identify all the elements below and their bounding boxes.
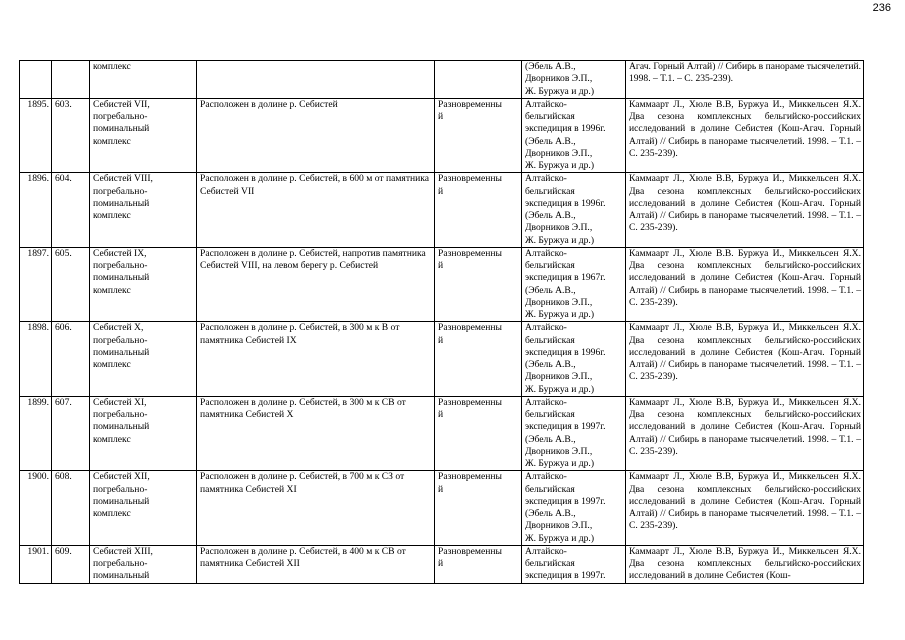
cell-researcher: Алтайско- бельгийская экспедиция в 1996г. (Эбель А.В., Дворников Э.П., Ж. Буржуа и др.) [522,98,626,173]
cell-period: Разновременны й [435,247,522,322]
cell-name: Себистей IX, погребально- поминальный комплекс [90,247,197,322]
cell-literature: Каммаарт Л., Хюле В.В, Буржуа И., Миккельсен Я.Х. Два сезона комплексных бельгийско-российских исследований в долине Себистея (Кош-Агач. Горный Алтай) // Сибирь в панораме тысячелетий. 1998. – Т.1. – С. 235-239). [626,98,864,173]
cell-name: Себистей X, погребально- поминальный комплекс [90,322,197,397]
cell-period [435,61,522,99]
cell-code: 608. [52,471,90,546]
table-row [20,322,864,397]
cell-literature: Каммаарт Л., Хюле В.В, Буржуа И., Миккельсен Я.Х. Два сезона комплексных бельгийско-российских исследований в долине Себистея (Кош-Агач. Горный Алтай) // Сибирь в панораме тысячелетий. 1998. – Т.1. – С. 235-239). [626,173,864,248]
cell-number: 1898. [20,322,52,397]
cell-literature: Каммаарт Л., Хюле В.В, Буржуа И., Миккельсен Я.Х. Два сезона комплексных бельгийско-российских исследований в долине Себистея (Кош-Агач. Горный Алтай) // Сибирь в панораме тысячелетий. 1998. – Т.1. – С. 235-239). [626,322,864,397]
cell-code: 609. [52,545,90,583]
cell-name: Себистей XIII, погребально- поминальный [90,545,197,583]
cell-number: 1899. [20,396,52,471]
table-row [20,545,864,583]
cell-number: 1897. [20,247,52,322]
cell-period: Разновременны й [435,173,522,248]
cell-period: Разновременны й [435,471,522,546]
table-row [20,247,864,322]
cell-code: 607. [52,396,90,471]
table-row [20,471,864,546]
cell-period: Разновременны й [435,396,522,471]
page-number: 236 [872,2,891,14]
table-row [20,61,864,99]
cell-literature: Каммаарт Л., Хюле В.В, Буржуа И., Миккельсен Я.Х. Два сезона комплексных бельгийско-российских исследований в долине Себистея (Кош-Агач. Горный Алтай) // Сибирь в панораме тысячелетий. 1998. – Т.1. – С. 235-239). [626,396,864,471]
cell-location: Расположен в долине р. Себистей, в 700 м к СЗ от памятника Себистей XI [197,471,435,546]
cell-researcher: Алтайско- бельгийская экспедиция в 1996г. (Эбель А.В., Дворников Э.П., Ж. Буржуа и др.) [522,173,626,248]
cell-period: Разновременны й [435,98,522,173]
cell-location [197,61,435,99]
cell-code: 605. [52,247,90,322]
cell-researcher: Алтайско- бельгийская экспедиция в 1997г. [522,545,626,583]
cell-researcher: Алтайско- бельгийская экспедиция в 1997г. (Эбель А.В., Дворников Э.П., Ж. Буржуа и др.) [522,396,626,471]
table-row [20,98,864,173]
cell-location: Расположен в долине р. Себистей, напротив памятника Себистей VIII, на левом берегу р. Себистей [197,247,435,322]
cell-researcher: (Эбель А.В., Дворников Э.П., Ж. Буржуа и др.) [522,61,626,99]
cell-location: Расположен в долине р. Себистей, в 300 м к СВ от памятника Себистей X [197,396,435,471]
cell-code: 606. [52,322,90,397]
cell-researcher: Алтайско- бельгийская экспедиция в 1967г. (Эбель А.В., Дворников Э.П., Ж. Буржуа и др.) [522,247,626,322]
cell-period: Разновременны й [435,545,522,583]
cell-researcher: Алтайско- бельгийская экспедиция в 1997г. (Эбель А.В., Дворников Э.П., Ж. Буржуа и др.) [522,471,626,546]
table-row [20,396,864,471]
monument-registry-table [19,60,864,584]
cell-name: Себистей XII, погребально- поминальный комплекс [90,471,197,546]
cell-location: Расположен в долине р. Себистей, в 300 м к В от памятника Себистей IX [197,322,435,397]
cell-name: Себистей VII, погребально- поминальный комплекс [90,98,197,173]
cell-literature: Каммаарт Л., Хюле В.В, Буржуа И., Миккельсен Я.Х. Два сезона комплексных бельгийско-российских исследований в долине Себистея (Кош-Агач. Горный Алтай) // Сибирь в панораме тысячелетий. 1998. – Т.1. – С. 235-239). [626,471,864,546]
cell-location: Расположен в долине р. Себистей, в 600 м от памятника Себистей VII [197,173,435,248]
table-row [20,173,864,248]
cell-location: Расположен в долине р. Себистей [197,98,435,173]
cell-literature: Агач. Горный Алтай) // Сибирь в панораме тысячелетий. 1998. – Т.1. – С. 235-239). [626,61,864,99]
cell-number [20,61,52,99]
cell-name: комплекс [90,61,197,99]
cell-number: 1900. [20,471,52,546]
cell-name: Себистей XI, погребально- поминальный комплекс [90,396,197,471]
cell-literature: Каммаарт Л., Хюле В.В, Буржуа И., Миккельсен Я.Х. Два сезона комплексных бельгийско-российских исследований в долине Себистея (Кош- [626,545,864,583]
cell-number: 1901. [20,545,52,583]
cell-code [52,61,90,99]
cell-code: 603. [52,98,90,173]
cell-code: 604. [52,173,90,248]
cell-number: 1896. [20,173,52,248]
cell-location: Расположен в долине р. Себистей, в 400 м к СВ от памятника Себистей XII [197,545,435,583]
cell-name: Себистей VIII, погребально- поминальный комплекс [90,173,197,248]
cell-period: Разновременны й [435,322,522,397]
cell-researcher: Алтайско- бельгийская экспедиция в 1996г. (Эбель А.В., Дворников Э.П., Ж. Буржуа и др.) [522,322,626,397]
cell-literature: Каммаарт Л., Хюле В.В. Буржуа И., Миккельсен Я.Х. Два сезона комплексных бельгийско-российских исследований в долине Себистея (Кош-Агач. Горный Алтай) // Сибирь в панораме тысячелетий. 1998. – Т.1. – С. 235-239). [626,247,864,322]
cell-number: 1895. [20,98,52,173]
